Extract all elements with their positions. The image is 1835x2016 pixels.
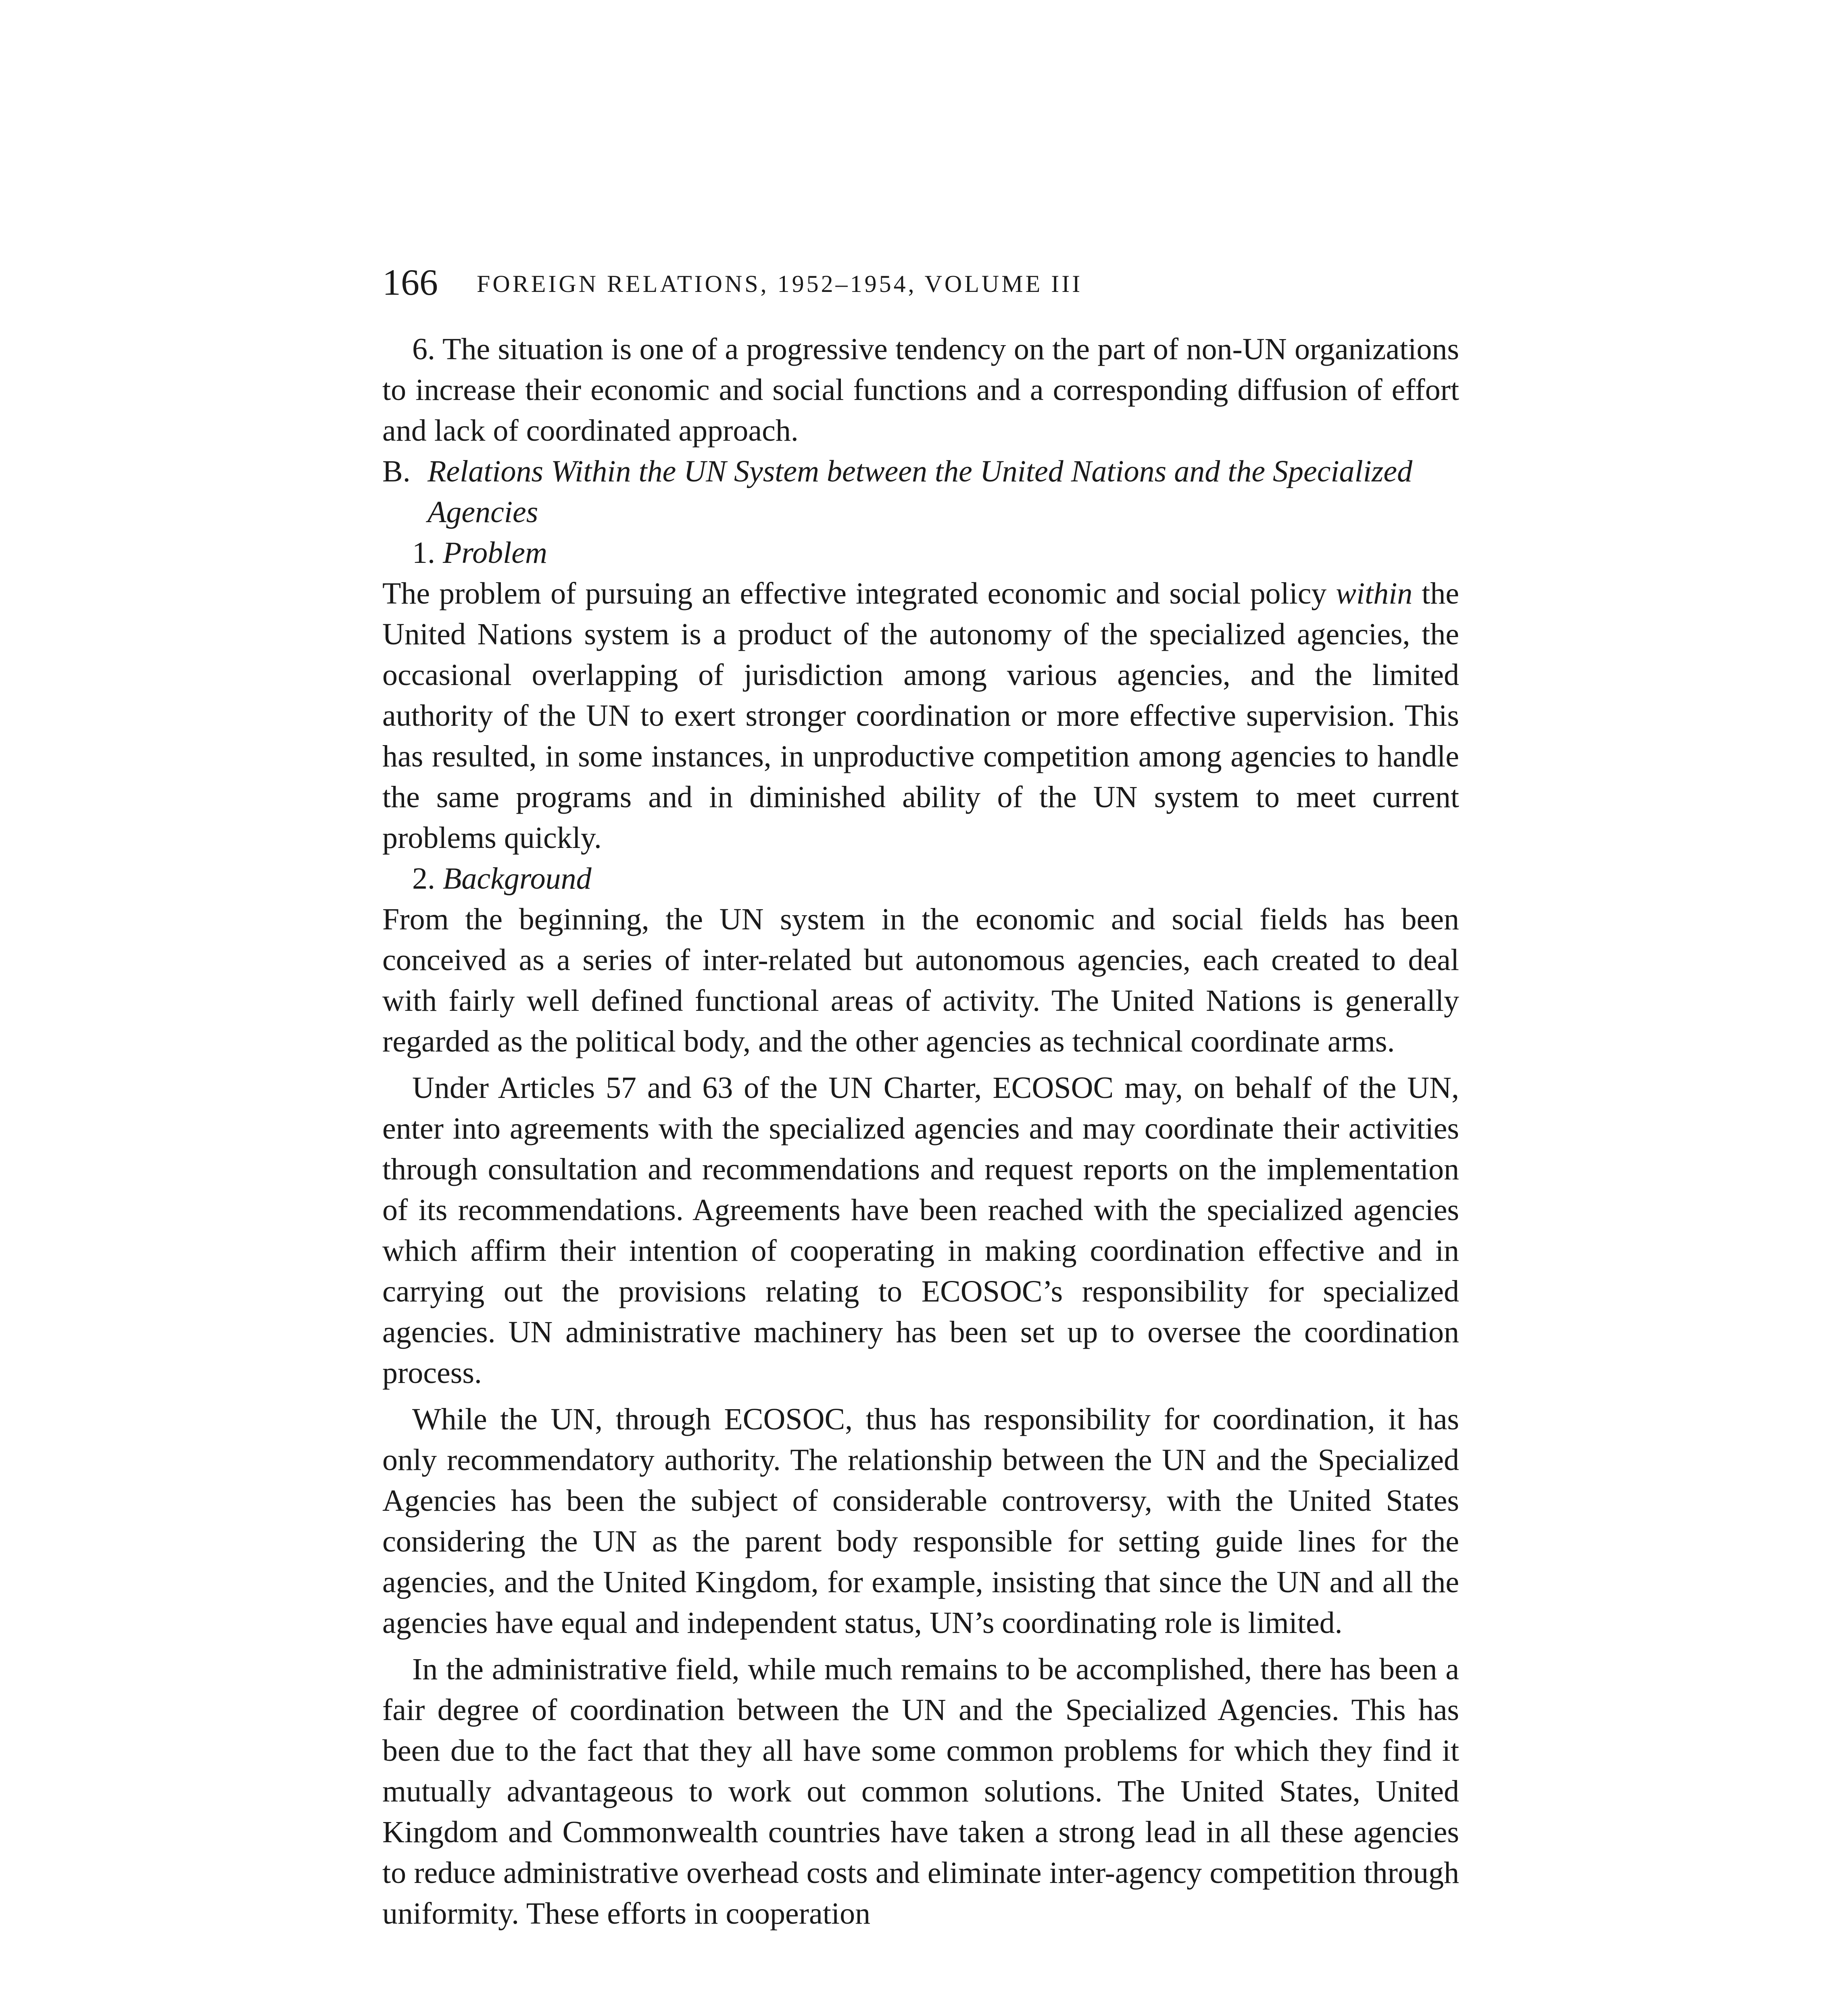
- running-header: [382, 258, 1459, 306]
- subheading-number: 2.: [412, 862, 435, 896]
- running-title: FOREIGN RELATIONS, 1952–1954, VOLUME III: [477, 271, 1083, 297]
- subheading-background: [382, 858, 1459, 899]
- subheading-title: Problem: [443, 536, 547, 570]
- paragraph-background-3: While the UN, through ECOSOC, thus has responsibility for coordination, it has only recommendatory authority. The relationship between the UN and the Specialized Agencies has been the subject of considerable controversy, with the United States considering the UN as the parent body responsible for setting guide lines for the agencies, and the United Kingdom, for example, insisting that since the UN and all the agencies have equal and independent status, UN’s coordinating role is limited.: [382, 1402, 1459, 1640]
- problem-text-emphasis: within: [1336, 577, 1413, 610]
- paragraph-background-4: In the administrative field, while much remains to be accomplished, there has been a fair degree of coordination between the UN and the Specialized Agencies. This has been due to the fact that they all have some common problems for which they find it mutually advantageous to work out common solutions. The United States, United Kingdom and Commonwealth countries have taken a strong lead in all these agencies to reduce administrative overhead costs and eliminate inter-agency competition through uniformity. These efforts in cooperation: [382, 1652, 1459, 1931]
- paragraph-background-1: From the beginning, the UN system in the economic and social fields has been conceived as a series of inter-related but autonomous agencies, each created to deal with fairly well defined functional areas of activity. The United Nations is generally regarded as the political body, and the other agencies as technical coordinate arms.: [382, 902, 1459, 1058]
- paragraph-background-2: Under Articles 57 and 63 of the UN Charter, ECOSOC may, on behalf of the UN, enter into agreements with the specialized agencies and may coordinate their activities through consultation and recommendations and request reports on the implementation of its recommendations. Agreements have been reached with the specialized agencies which affirm their intention of cooperating in making coordination effective and in carrying out the provisions relating to ECOSOC’s responsibility for specialized agencies. UN administrative machinery has been set up to oversee the coordination process.: [382, 1071, 1459, 1390]
- subheading-number: 1.: [412, 536, 435, 570]
- paragraph-problem: [382, 573, 1459, 858]
- paragraph-6: 6. The situation is one of a progressive tendency on the part of non-UN organizations to increase their economic and social functions and a corresponding diffusion of effort and lack of coordinated approach.: [382, 332, 1459, 448]
- page-number: 166: [382, 262, 438, 303]
- subheading-problem: [382, 533, 1459, 573]
- section-title: Relations Within the UN System between the United Nations and the Specialized Agencies: [427, 454, 1413, 529]
- section-heading-b: [382, 451, 1459, 533]
- section-letter: B.: [382, 454, 411, 488]
- document-body: [382, 329, 1459, 1934]
- problem-text-rest: the United Nations system is a product of the autonomy of the specialized agencies, the occasional overlapping of jurisdiction among various agencies, and the limited authority of the UN to exert stronger coordination or more effective supervision. This has resulted, in some instances, in unproductive competition among agencies to handle the same programs and in diminished ability of the UN system to meet current problems quickly.: [382, 577, 1459, 855]
- subheading-title: Background: [443, 862, 592, 896]
- problem-text-lead: The problem of pursuing an effective integrated economic and social policy: [382, 577, 1336, 610]
